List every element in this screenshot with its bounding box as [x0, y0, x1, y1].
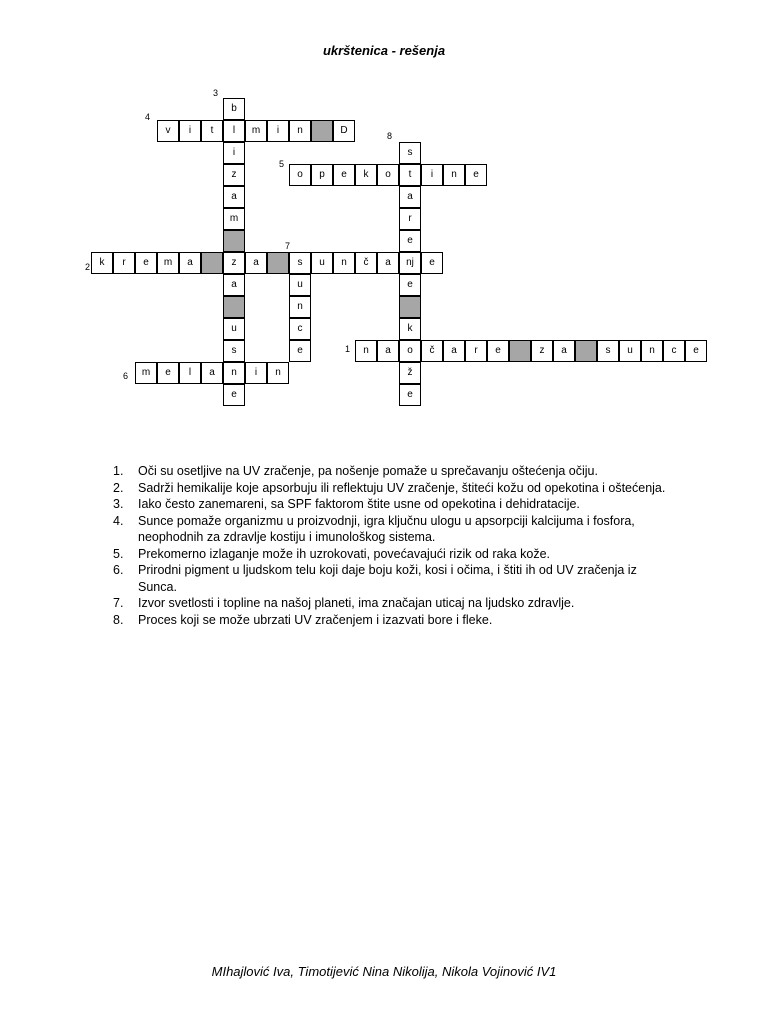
crossword-clue-number: 2: [85, 262, 91, 272]
crossword-cell-blank: [575, 340, 597, 362]
crossword-cell: k: [355, 164, 377, 186]
clue-number: 2.: [113, 480, 124, 495]
crossword-cell: e: [157, 362, 179, 384]
crossword-cell: e: [421, 252, 443, 274]
crossword-clue-number: 7: [285, 241, 291, 251]
crossword-cell: a: [443, 340, 465, 362]
crossword-clue-number: 3: [213, 88, 219, 98]
crossword-cell: n: [641, 340, 663, 362]
crossword-cell: nj: [399, 252, 421, 274]
crossword-clue-number: 6: [123, 371, 129, 381]
crossword-cell: t: [399, 164, 421, 186]
crossword-cell: n: [223, 362, 245, 384]
crossword-cell: a: [179, 252, 201, 274]
crossword-cell: m: [157, 252, 179, 274]
crossword-cell: c: [663, 340, 685, 362]
crossword-cell-blank: [223, 230, 245, 252]
clue-number: 8.: [113, 612, 124, 627]
crossword-cell: r: [465, 340, 487, 362]
crossword-cell: i: [223, 142, 245, 164]
clue-text: Prirodni pigment u ljudskom telu koji daje boju koži, kosi i očima, i štiti ih od UV zračenja iz Sunca.: [138, 563, 637, 594]
crossword-clue-number: 1: [345, 344, 351, 354]
crossword-cell: e: [685, 340, 707, 362]
crossword-cell: n: [355, 340, 377, 362]
crossword-cell: o: [289, 164, 311, 186]
crossword-cell: o: [399, 340, 421, 362]
crossword-cell: l: [223, 120, 245, 142]
crossword-cell: e: [135, 252, 157, 274]
clue-text: Sunce pomaže organizmu u proizvodnji, igra ključnu ulogu u apsorpciji kalcijuma i fosfora, neophodnih za zdravlje kostiju i imunološkog sistema.: [138, 513, 635, 544]
crossword-cell: D: [333, 120, 355, 142]
crossword-cell: ž: [399, 362, 421, 384]
clue-number: 3.: [113, 497, 124, 511]
crossword-cell: a: [553, 340, 575, 362]
clue-text: Izvor svetlosti i topline na našoj planeti, ima značajan uticaj na ljudsko zdravlje.: [138, 596, 575, 610]
crossword-cell: č: [355, 252, 377, 274]
crossword-cell: b: [223, 98, 245, 120]
clue-text: Prekomerno izlaganje može ih uzrokovati, povećavajući rizik od raka kože.: [138, 546, 550, 561]
crossword-cell: n: [333, 252, 355, 274]
crossword-cell: r: [399, 208, 421, 230]
crossword-cell: t: [201, 120, 223, 142]
clue-text: Proces koji se može ubrzati UV zračenjem i izazvati bore i fleke.: [138, 612, 493, 627]
clue-text: Iako često zanemareni, sa SPF faktorom štite usne od opekotina i dehidratacije.: [138, 497, 580, 511]
crossword-cell-blank: [509, 340, 531, 362]
crossword-cell: n: [267, 362, 289, 384]
crossword-cell: s: [223, 340, 245, 362]
crossword-clue-number: 4: [145, 112, 151, 122]
crossword-cell: c: [289, 318, 311, 340]
crossword-cell: n: [443, 164, 465, 186]
crossword-cell: z: [223, 252, 245, 274]
crossword-cell: e: [399, 384, 421, 406]
crossword-cell: z: [223, 164, 245, 186]
crossword-cell: s: [399, 142, 421, 164]
crossword-cell: r: [113, 252, 135, 274]
crossword-cell: a: [223, 186, 245, 208]
clue-number: 1.: [113, 464, 124, 478]
crossword-cell: n: [289, 120, 311, 142]
crossword-cell: i: [179, 120, 201, 142]
crossword-cell-blank: [311, 120, 333, 142]
crossword-cell: e: [465, 164, 487, 186]
crossword-cell: l: [179, 362, 201, 384]
clue-item: [113, 513, 673, 546]
crossword-clue-number: 5: [279, 159, 285, 169]
crossword-cell: i: [267, 120, 289, 142]
crossword-cell: s: [289, 252, 311, 274]
crossword-cell: v: [157, 120, 179, 142]
crossword-cell: e: [289, 340, 311, 362]
crossword-cell: k: [91, 252, 113, 274]
crossword-cell: e: [399, 230, 421, 252]
crossword-grid: [0, 0, 768, 420]
crossword-cell: u: [289, 274, 311, 296]
clue-item: [113, 480, 673, 497]
clue-item: [113, 562, 673, 595]
crossword-cell: a: [377, 340, 399, 362]
clue-number: 5.: [113, 546, 124, 561]
crossword-cell: e: [333, 164, 355, 186]
clue-item: [113, 496, 673, 513]
crossword-cell: e: [399, 274, 421, 296]
clue-number: 7.: [113, 596, 124, 610]
clue-list: [113, 463, 673, 628]
clue-item: [113, 546, 673, 563]
crossword-cell: a: [399, 186, 421, 208]
crossword-cell: m: [135, 362, 157, 384]
crossword-cell: a: [245, 252, 267, 274]
crossword-cell: m: [245, 120, 267, 142]
crossword-cell: a: [223, 274, 245, 296]
clue-text: Oči su osetljive na UV zračenje, pa nošenje pomaže u sprečavanju oštećenja očiju.: [138, 464, 598, 478]
crossword-cell: e: [223, 384, 245, 406]
crossword-cell: u: [311, 252, 333, 274]
crossword-cell: u: [223, 318, 245, 340]
crossword-cell: u: [619, 340, 641, 362]
authors-footer: MIhajlović Iva, Timotijević Nina Nikolija, Nikola Vojinović IV1: [211, 964, 557, 979]
crossword-cell: i: [421, 164, 443, 186]
crossword-cell: e: [487, 340, 509, 362]
clue-item: [113, 463, 673, 480]
crossword-cell: a: [377, 252, 399, 274]
crossword-cell-blank: [201, 252, 223, 274]
crossword-cell-blank: [267, 252, 289, 274]
clue-number: 6.: [113, 563, 124, 577]
crossword-cell: i: [245, 362, 267, 384]
crossword-clue-number: 8: [387, 131, 393, 141]
clue-text: Sadrži hemikalije koje apsorbuju ili reflektuju UV zračenje, štiteći kožu od opekotina i oštećenja.: [138, 480, 666, 495]
crossword-cell: k: [399, 318, 421, 340]
clue-item: [113, 595, 673, 612]
crossword-cell: a: [201, 362, 223, 384]
crossword-cell: m: [223, 208, 245, 230]
crossword-cell: z: [531, 340, 553, 362]
clue-item: [113, 612, 673, 629]
clue-number: 4.: [113, 513, 124, 528]
crossword-cell: č: [421, 340, 443, 362]
crossword-cell-blank: [399, 296, 421, 318]
crossword-cell: o: [377, 164, 399, 186]
crossword-cell: n: [289, 296, 311, 318]
crossword-cell: p: [311, 164, 333, 186]
crossword-cell-blank: [223, 296, 245, 318]
page-title: ukrštenica - rešenja: [322, 43, 446, 58]
crossword-cell: s: [597, 340, 619, 362]
